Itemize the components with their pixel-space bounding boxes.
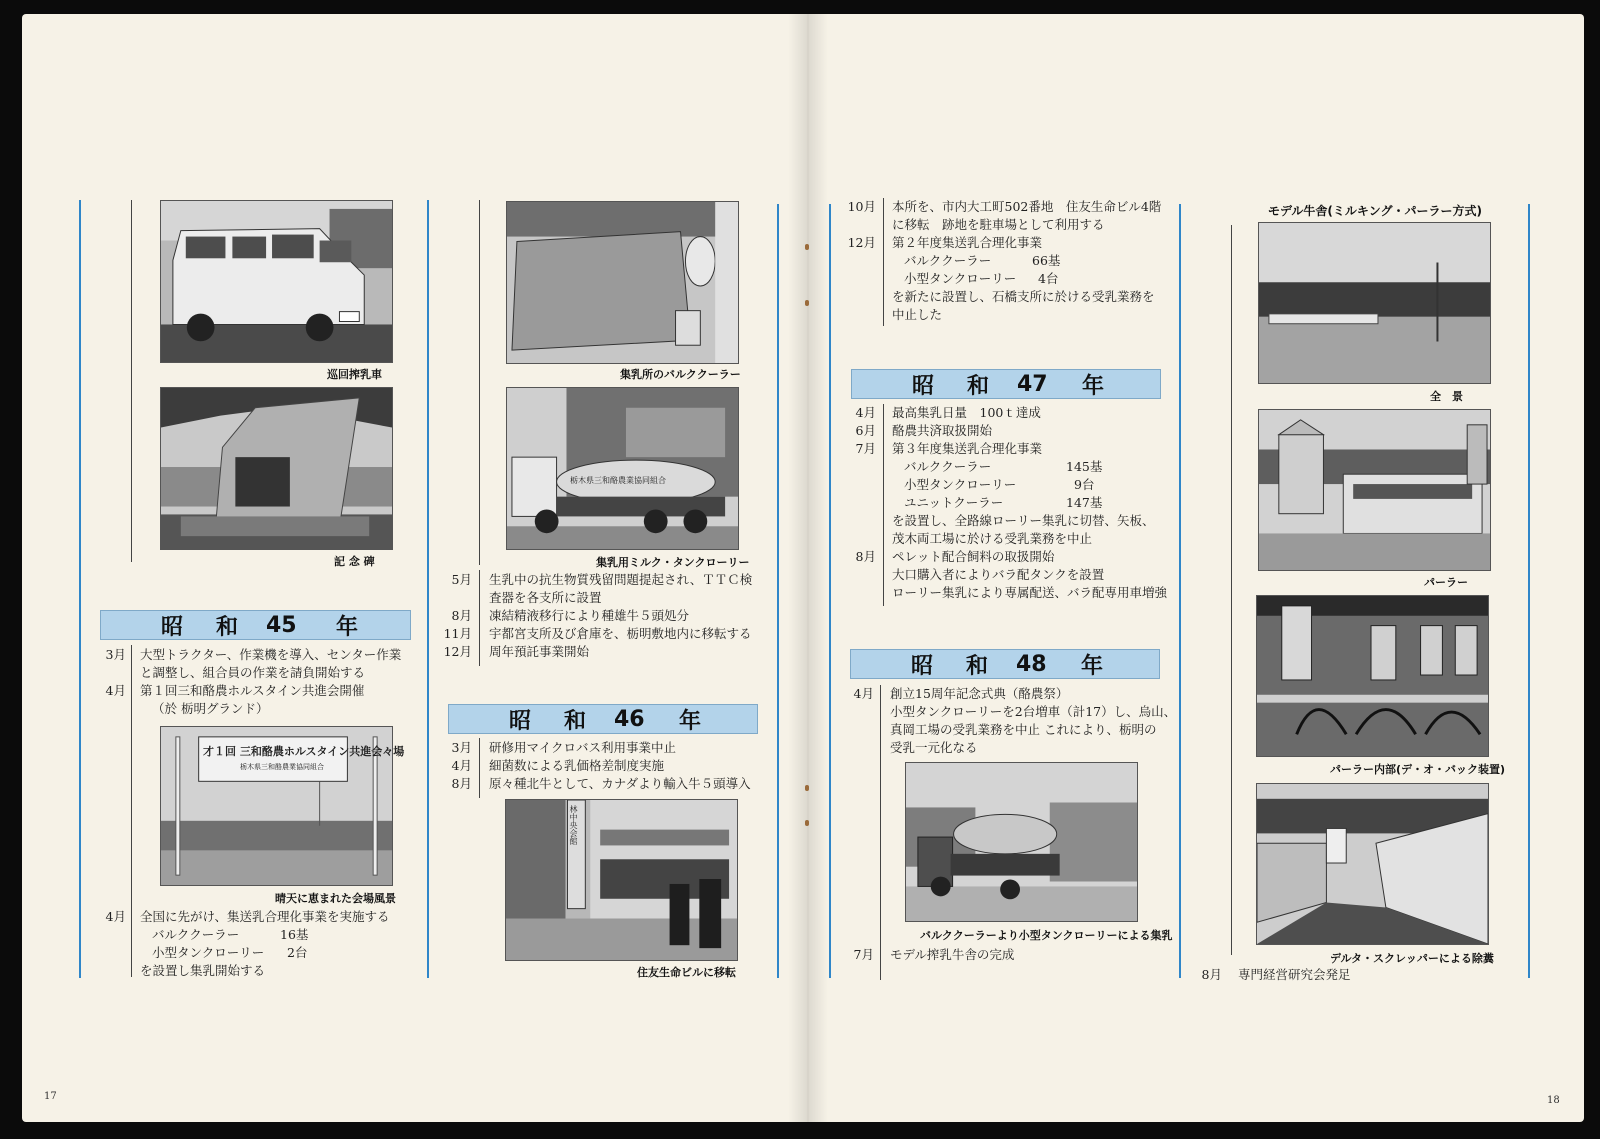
event-item-qty: 9台 bbox=[1074, 477, 1095, 492]
event-text: と調整し、組合員の作業を請負開始する bbox=[140, 665, 366, 680]
photo-parlor-interior bbox=[1256, 595, 1489, 757]
event-text: 第１回三和酪農ホルスタイン共進会開催 bbox=[140, 683, 365, 698]
event-item-qty: 145基 bbox=[1066, 459, 1103, 474]
year-header-s47 bbox=[851, 369, 1161, 399]
photo-caption: 集乳用ミルク・タンクローリー bbox=[596, 556, 750, 569]
timeline-rule bbox=[479, 738, 480, 798]
event-text: に移転 跡地を駐車場として利用する bbox=[892, 217, 1105, 232]
timeline-rule bbox=[131, 200, 132, 562]
event-text: モデル搾乳牛舎の完成 bbox=[890, 947, 1015, 962]
year-era-char: 和 bbox=[564, 708, 587, 734]
event-text: 創立15周年記念式典（酪農祭） bbox=[890, 686, 1069, 701]
photo-caption: パーラー bbox=[1424, 576, 1468, 589]
event-item-qty: 4台 bbox=[1038, 271, 1059, 286]
photo-delta-scraper bbox=[1256, 783, 1489, 945]
column-rule bbox=[79, 200, 81, 978]
event-item-qty: 16基 bbox=[280, 927, 309, 942]
event-item-name: 小型タンクローリー bbox=[904, 271, 1017, 286]
event-text: を新たに設置し、石橋支所に於ける受乳業務を bbox=[892, 289, 1155, 304]
column-rule bbox=[1179, 204, 1181, 978]
event-item-name: 小型タンクローリー bbox=[152, 945, 265, 960]
timeline-rule bbox=[479, 200, 480, 565]
photo-caption: 住友生命ビルに移転 bbox=[637, 966, 736, 979]
event-text: 周年預託事業開始 bbox=[489, 644, 590, 659]
event-month: 4月 bbox=[853, 686, 874, 701]
event-month: 8月 bbox=[855, 549, 876, 564]
photo-milk-van bbox=[160, 200, 393, 363]
year-suffix: 年 bbox=[336, 614, 359, 640]
event-text: 本所を、市内大工町502番地 住友生命ビル4階 bbox=[892, 199, 1162, 214]
photo-caption: 巡回搾乳車 bbox=[327, 368, 382, 381]
event-text: 細菌数による乳価格差制度実施 bbox=[489, 758, 665, 773]
event-item-name: 小型タンクローリー bbox=[904, 477, 1017, 492]
photo-lorry-collection bbox=[905, 762, 1138, 922]
event-text: 査器を各支所に設置 bbox=[489, 590, 602, 605]
event-text: 小型タンクローリーを2台増車（計17）し、烏山、 bbox=[890, 704, 1177, 719]
year-era-char: 和 bbox=[967, 373, 990, 399]
event-month: 7月 bbox=[855, 441, 876, 456]
event-text: 茂木両工場に於ける受乳業務を中止 bbox=[892, 531, 1093, 546]
photo-parlor bbox=[1258, 409, 1491, 571]
year-suffix: 年 bbox=[679, 708, 702, 734]
page-number: 18 bbox=[1547, 1095, 1560, 1106]
year-era-char: 昭 bbox=[911, 653, 934, 679]
column-rule bbox=[777, 204, 779, 978]
event-item-name: バルククーラー bbox=[152, 927, 240, 942]
timeline-rule bbox=[1231, 225, 1232, 955]
year-era-char: 昭 bbox=[161, 614, 184, 640]
event-text: ペレット配合飼料の取扱開始 bbox=[892, 549, 1055, 564]
event-item-qty: 147基 bbox=[1066, 495, 1103, 510]
event-item-qty: 66基 bbox=[1032, 253, 1061, 268]
event-text: 受乳一元化なる bbox=[890, 740, 978, 755]
photo-farm-overview bbox=[1258, 222, 1491, 384]
event-text: （於 栃明グランド） bbox=[152, 701, 269, 716]
event-text: 大型トラクター、作業機を導入、センター作業 bbox=[140, 647, 402, 662]
event-month: 12月 bbox=[443, 644, 472, 659]
binding-hole bbox=[805, 244, 809, 250]
event-month: 11月 bbox=[443, 626, 472, 641]
event-month: 8月 bbox=[451, 776, 472, 791]
year-era-char: 和 bbox=[966, 653, 989, 679]
event-month: 3月 bbox=[451, 740, 472, 755]
event-month: 5月 bbox=[451, 572, 472, 587]
event-month: 12月 bbox=[847, 235, 876, 250]
timeline-rule bbox=[880, 685, 881, 980]
year-header-s48 bbox=[850, 649, 1160, 679]
event-item-name: ユニットクーラー bbox=[904, 495, 1004, 510]
timeline-rule bbox=[131, 645, 132, 977]
photo-caption: デルタ・スクレッパーによる除糞 bbox=[1330, 952, 1494, 965]
photo-caption: バルククーラーより小型タンクローリーによる集乳 bbox=[920, 929, 1173, 942]
event-item-name: バルククーラー bbox=[904, 459, 992, 474]
year-era-char: 昭 bbox=[509, 708, 532, 734]
banner-subtitle: 栃木県三和酪農業協同組合 bbox=[240, 763, 324, 771]
binding-hole bbox=[805, 300, 809, 306]
event-text: を設置し、全路線ローリー集乳に切替、矢板、 bbox=[892, 513, 1155, 528]
event-text: 研修用マイクロバス利用事業中止 bbox=[489, 740, 677, 755]
event-text: 中止した bbox=[892, 307, 943, 322]
event-text: 第２年度集送乳合理化事業 bbox=[892, 235, 1043, 250]
event-month: 6月 bbox=[855, 423, 876, 438]
photo-caption: 全 景 bbox=[1430, 390, 1463, 403]
binding-hole bbox=[805, 785, 809, 791]
photo-bulk-cooler bbox=[506, 201, 739, 364]
event-month: 4月 bbox=[855, 405, 876, 420]
timeline-rule bbox=[479, 570, 480, 666]
timeline-rule bbox=[883, 404, 884, 606]
event-item-qty: 2台 bbox=[287, 945, 308, 960]
event-text: 宇都宮支所及び倉庫を、栃明敷地内に移転する bbox=[489, 626, 752, 641]
year-number: 45 bbox=[266, 612, 297, 638]
event-text: 酪農共済取扱開始 bbox=[892, 423, 993, 438]
year-header-s46 bbox=[448, 704, 758, 734]
photo-monument bbox=[160, 387, 393, 550]
event-month: 10月 bbox=[847, 199, 876, 214]
event-text: を設置し集乳開始する bbox=[140, 963, 266, 978]
column-rule bbox=[1528, 204, 1530, 978]
book-gutter bbox=[788, 14, 828, 1122]
page-number: 17 bbox=[44, 1091, 57, 1102]
photo-caption: パーラー内部(デ・オ・バック装置) bbox=[1330, 763, 1506, 776]
photo-caption: 記 念 碑 bbox=[334, 555, 375, 568]
event-text: 専門経営研究会発足 bbox=[1238, 967, 1351, 982]
year-number: 47 bbox=[1017, 371, 1048, 397]
photo-caption: 晴天に恵まれた会場風景 bbox=[275, 892, 396, 905]
event-text: 生乳中の抗生物質残留問題提起され、ＴＴＣ検 bbox=[489, 572, 753, 587]
event-month: 4月 bbox=[105, 909, 126, 924]
event-text: 全国に先がけ、集送乳合理化事業を実施する bbox=[140, 909, 390, 924]
photo-sumitomo-building bbox=[505, 799, 738, 961]
section-title: モデル牛舎(ミルキング・パーラー方式) bbox=[1268, 204, 1483, 218]
year-number: 46 bbox=[614, 706, 645, 732]
timeline-rule bbox=[883, 198, 884, 326]
event-month: 7月 bbox=[853, 947, 874, 962]
event-month: 8月 bbox=[451, 608, 472, 623]
event-month: 3月 bbox=[105, 647, 126, 662]
column-rule bbox=[829, 204, 831, 978]
event-text: 原々種北牛として、カナダより輸入牛５頭導入 bbox=[489, 776, 751, 791]
event-month: 8月 bbox=[1201, 967, 1222, 982]
event-month: 4月 bbox=[105, 683, 126, 698]
building-sign: 林中央会館 bbox=[569, 805, 578, 845]
photo-caption: 集乳所のバルククーラー bbox=[620, 368, 741, 381]
photo-tank-lorry bbox=[506, 387, 739, 550]
binding-hole bbox=[805, 820, 809, 826]
truck-label: 栃木県三和酪農業協同組合 bbox=[570, 476, 666, 485]
banner-title: 才１回 三和酪農ホルスタイン共進会々場 bbox=[203, 745, 405, 758]
event-text: 真岡工場の受乳業務を中止 これにより、栃明の bbox=[890, 722, 1157, 737]
event-month: 4月 bbox=[451, 758, 472, 773]
event-text: ローリー集乳により専属配送、バラ配専用車増強 bbox=[892, 585, 1168, 600]
event-text: 最高集乳日量 100ｔ達成 bbox=[892, 405, 1041, 420]
event-text: 第３年度集送乳合理化事業 bbox=[892, 441, 1043, 456]
year-era-char: 昭 bbox=[912, 373, 935, 399]
year-era-char: 和 bbox=[216, 614, 239, 640]
event-text: 凍結精液移行により種雄牛５頭処分 bbox=[489, 608, 690, 623]
event-text: 大口購入者によりバラ配タンクを設置 bbox=[892, 567, 1105, 582]
year-suffix: 年 bbox=[1081, 653, 1104, 679]
column-rule bbox=[427, 200, 429, 978]
year-suffix: 年 bbox=[1082, 373, 1105, 399]
event-item-name: バルククーラー bbox=[904, 253, 992, 268]
year-header-s45 bbox=[100, 610, 411, 640]
year-number: 48 bbox=[1016, 651, 1047, 677]
